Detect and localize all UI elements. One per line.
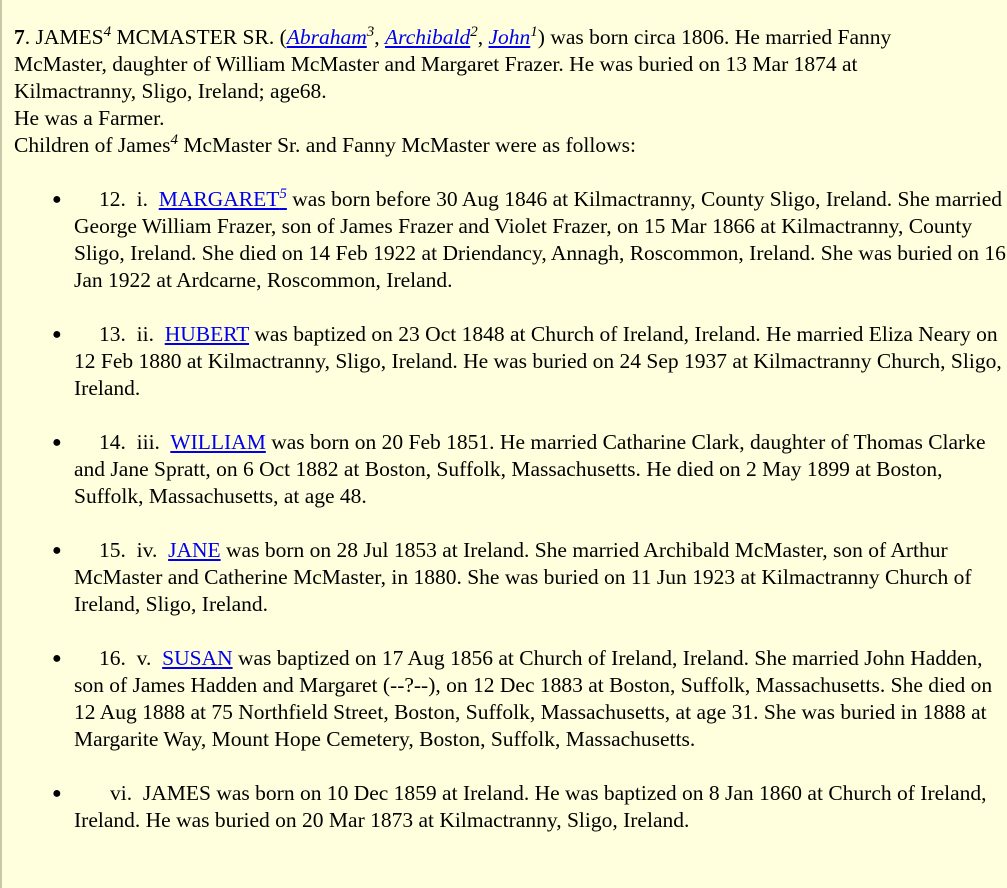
person-generation: 4 — [103, 24, 112, 40]
bullet-icon: ● — [52, 326, 62, 343]
child-prefix: 16. v. — [99, 646, 163, 670]
person-name: JAMES — [35, 25, 104, 49]
child-link-hubert[interactable]: HUBERT — [164, 322, 250, 346]
child-prefix: vi. — [110, 781, 143, 805]
child-item-susan — [14, 645, 1007, 753]
bio-text: was born circa 1806. He married Fanny — [544, 25, 892, 49]
children-list — [14, 186, 1007, 834]
child-prefix: 12. i. — [99, 187, 159, 211]
child-name[interactable]: MARGARET — [158, 187, 280, 211]
ancestor-generation: 1 — [530, 24, 538, 40]
child-details: was born on 10 Dec 1859 at Ireland. He was baptized on 8 Jan 1860 at Church of Ireland, Ireland. He was buried on 20 Mar 1873 at Kilmactranny, Sligo, Ireland. — [74, 781, 987, 832]
child-details: was born before 30 Aug 1846 at Kilmactranny, County Sligo, Ireland. She married George William Frazer, son of James Frazer and Violet Frazer, on 15 Mar 1866 at Kilmactranny, County Sligo, Ireland. She died on 14 Feb 1922 at Driendancy, Annagh, Roscommon, Ireland. She was buried on 16 Jan 1922 at Ardcarne, Roscommon, Ireland. — [74, 187, 1006, 292]
child-generation[interactable]: 5 — [279, 186, 287, 202]
children-intro-text: Children of James — [14, 133, 171, 157]
bullet-icon: ● — [52, 650, 62, 667]
person-header: 7. JAMES$^4$ MCMASTER SR. (Abraham$^3$, Archibald$^2$, John$^1$) was born circa 1806. He married Fanny — [14, 24, 892, 49]
children-intro — [14, 132, 1007, 159]
child-item-hubert — [14, 321, 1007, 402]
child-prefix: 15. iv. — [99, 538, 169, 562]
child-details: was baptized on 17 Aug 1856 at Church of Ireland, Ireland. She married John Hadden, son of James Hadden and Margaret (--?--), on 12 Dec 1883 at Boston, Suffolk, Massachusetts. She died on 12 Aug 1888 at 75 Northfield Street, Boston, Suffolk, Massachusetts, at age 31. She was buried in 1888 at Margarite Way, Mount Hope Cemetery, Boston, Suffolk, Massachusetts. — [74, 646, 993, 751]
genealogy-entry — [14, 24, 1007, 834]
ancestor-generation: 3 — [366, 24, 375, 40]
ancestor-link-archibald[interactable]: Archibald — [385, 25, 471, 49]
child-details: was born on 20 Feb 1851. He married Catharine Clark, daughter of Thomas Clarke and Jane Spratt, on 6 Oct 1882 at Boston, Suffolk, Massachusetts. He died on 2 May 1899 at Boston, Suffolk, Massachusetts, at age 48. — [74, 430, 986, 508]
person-surname: MCMASTER SR. — [116, 25, 275, 49]
bullet-icon: ● — [52, 785, 62, 802]
children-intro-text-rest: McMaster Sr. and Fanny McMaster were as follows: — [177, 133, 636, 157]
child-link-susan[interactable]: SUSAN — [162, 646, 233, 670]
bio-line-3: Kilmactranny, Sligo, Ireland; age68. — [14, 79, 327, 103]
child-link-jane[interactable]: JANE — [168, 538, 221, 562]
child-details: was born on 28 Jul 1853 at Ireland. She married Archibald McMaster, son of Arthur McMaster and Catherine McMaster, in 1880. She was buried on 11 Jun 1923 at Kilmactranny Church of Ireland, Sligo, Ireland. — [74, 538, 972, 616]
person-number: 7 — [14, 25, 25, 49]
children-intro-generation: 4 — [170, 132, 178, 148]
bullet-icon: ● — [52, 191, 62, 208]
child-prefix: 13. ii. — [99, 322, 165, 346]
child-prefix: 14. iii. — [99, 430, 171, 454]
child-link-william[interactable]: WILLIAM — [170, 430, 266, 454]
child-name-james: JAMES — [142, 781, 211, 805]
ancestor-link-john[interactable]: John — [488, 25, 531, 49]
bullet-icon: ● — [52, 542, 62, 559]
bullet-icon: ● — [52, 434, 62, 451]
child-item-jane — [14, 537, 1007, 618]
ancestor-link-abraham[interactable]: Abraham — [286, 25, 367, 49]
child-item-james — [14, 780, 1007, 834]
child-item-william — [14, 429, 1007, 510]
child-link-margaret[interactable] — [159, 187, 287, 211]
child-item-margaret — [14, 186, 1007, 294]
child-details: was baptized on 23 Oct 1848 at Church of Ireland, Ireland. He married Eliza Neary on 12 Feb 1880 at Kilmactranny, Sligo, Ireland. He was buried on 24 Sep 1937 at Kilmactranny Church, Sligo, Ireland. — [74, 322, 1002, 400]
ancestor-generation: 2 — [470, 24, 478, 40]
left-border — [0, 0, 2, 888]
occupation: He was a Farmer. — [14, 106, 165, 130]
bio-line-2: McMaster, daughter of William McMaster and Margaret Frazer. He was buried on 13 Mar 1874 at — [14, 52, 858, 76]
